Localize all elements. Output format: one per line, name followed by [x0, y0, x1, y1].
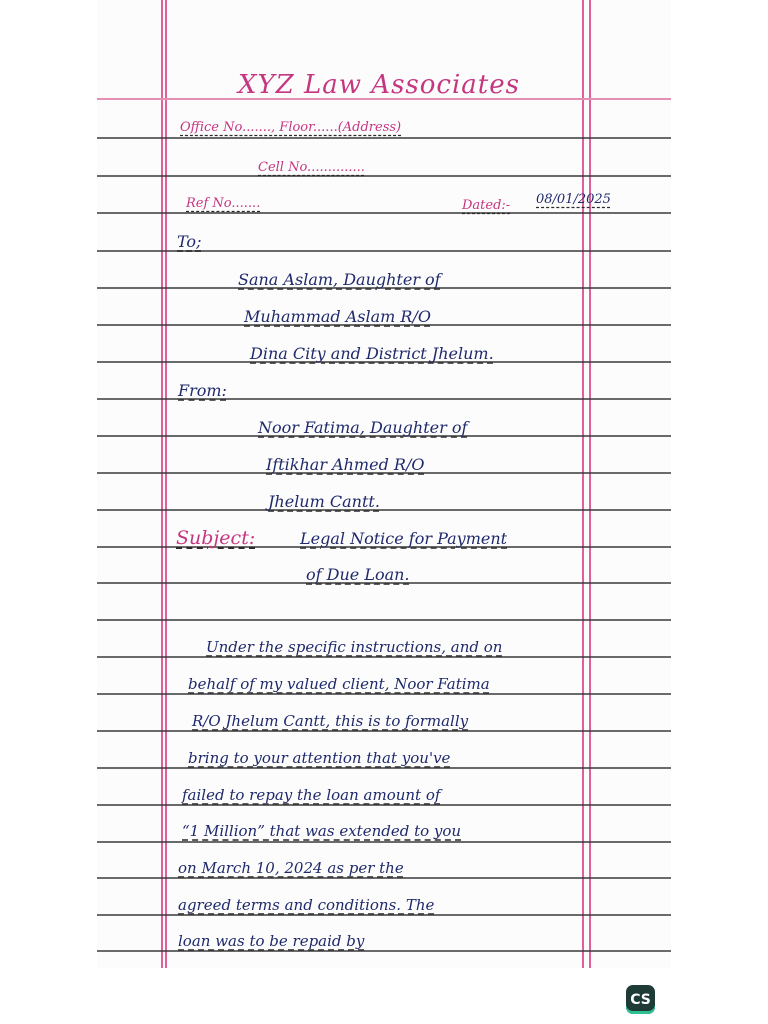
- subject-label: Subject:: [176, 527, 256, 549]
- body-line: Under the specific instructions, and on: [206, 638, 503, 656]
- body-line: “1 Million” that was extended to you: [182, 822, 462, 840]
- ruled-line: [97, 693, 671, 695]
- body-line: loan was to be repaid by: [178, 932, 365, 950]
- dated-label: Dated:-: [462, 198, 511, 213]
- subject-line: of Due Loan.: [306, 565, 410, 584]
- ruled-line: [97, 950, 671, 952]
- body-line: failed to repay the loan amount of: [182, 786, 441, 804]
- body-line: bring to your attention that you've: [188, 749, 451, 767]
- from-line: Jhelum Cantt.: [268, 492, 380, 511]
- from-line: Iftikhar Ahmed R/O: [266, 455, 425, 474]
- body-line: R/O Jhelum Cantt, this is to formally: [192, 712, 469, 730]
- ruled-line: [97, 767, 671, 769]
- to-line: Dina City and District Jhelum.: [250, 344, 494, 363]
- ruled-line: [97, 841, 671, 843]
- ruled-line: [97, 877, 671, 879]
- to-line: Muhammad Aslam R/O: [244, 307, 431, 326]
- to-label: To;: [177, 232, 202, 251]
- ruled-line: [97, 914, 671, 916]
- cell-line: Cell No..............: [258, 160, 365, 175]
- ruled-line: [97, 175, 671, 177]
- ruled-line: [97, 619, 671, 621]
- ruled-line: [97, 730, 671, 732]
- subject-line: Legal Notice for Payment: [300, 529, 508, 548]
- to-line: Sana Aslam, Daughter of: [238, 270, 441, 289]
- body-line: behalf of my valued client, Noor Fatima: [188, 675, 490, 693]
- date-value: 08/01/2025: [536, 192, 611, 207]
- ruled-line: [97, 212, 671, 214]
- ruled-line: [97, 804, 671, 806]
- body-line: on March 10, 2024 as per the: [178, 859, 404, 877]
- ruled-line: [97, 137, 671, 139]
- from-line: Noor Fatima, Daughter of: [258, 418, 468, 437]
- body-line: agreed terms and conditions. The: [178, 896, 435, 914]
- left-margin-line: [165, 0, 167, 968]
- firm-name: XYZ Law Associates: [238, 70, 520, 100]
- office-line: Office No......., Floor......(Address): [180, 120, 402, 135]
- ruled-line: [97, 656, 671, 658]
- from-label: From:: [178, 381, 227, 400]
- right-margin-line: [589, 0, 591, 968]
- camscanner-icon: CS: [626, 985, 655, 1014]
- ref-label: Ref No.......: [186, 196, 261, 211]
- left-margin-line: [161, 0, 163, 968]
- ruled-line: [97, 509, 671, 511]
- right-margin-line: [582, 0, 584, 968]
